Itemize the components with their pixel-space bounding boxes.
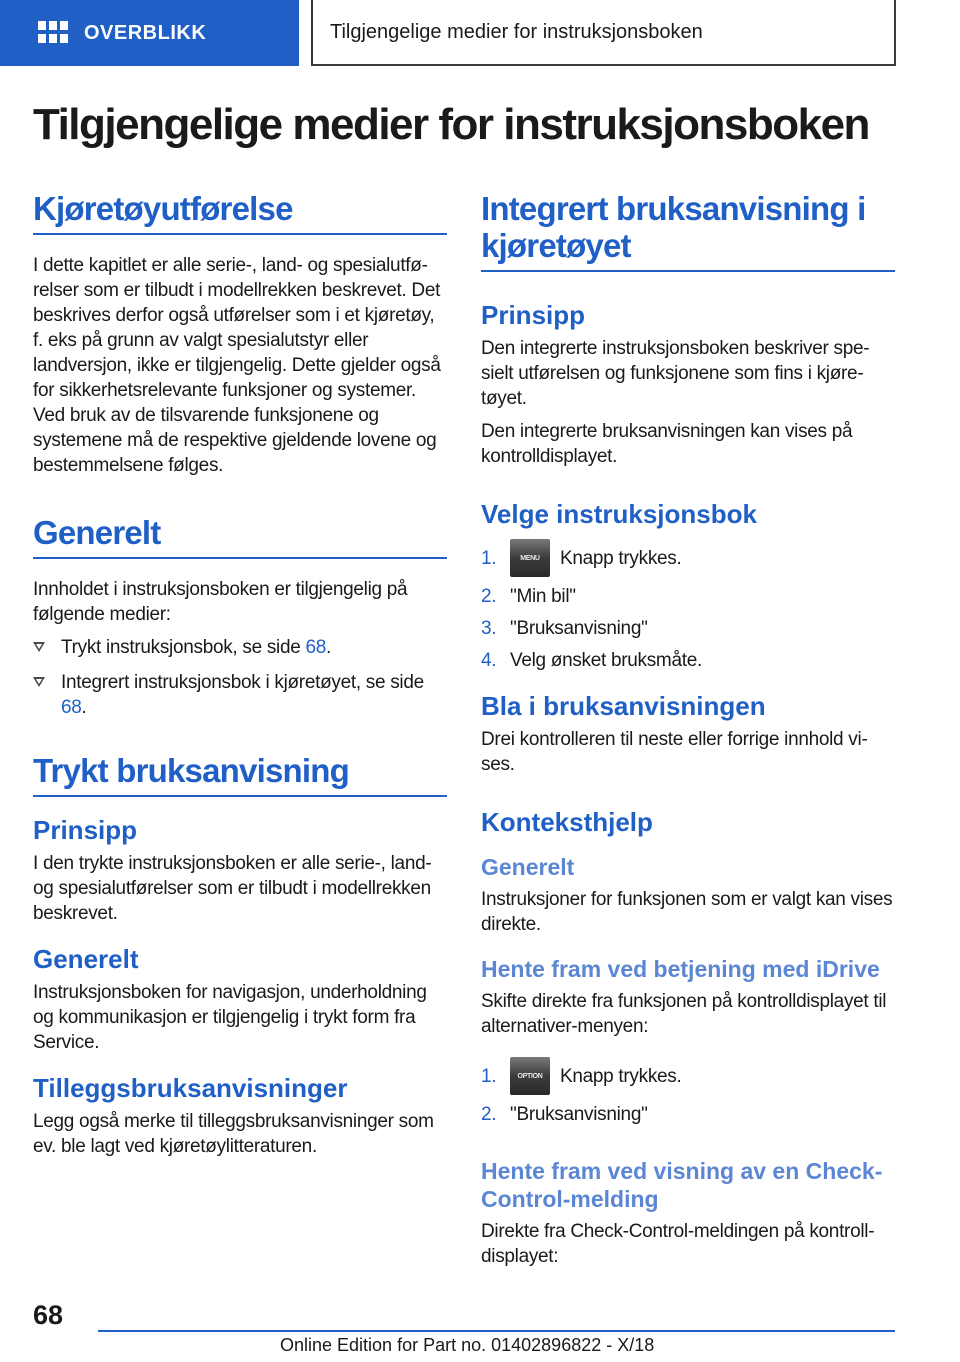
option-key-icon: OPTION bbox=[510, 1057, 550, 1095]
grid-icon bbox=[38, 21, 68, 45]
overview-button[interactable] bbox=[0, 0, 299, 66]
subheading-principle: Prinsipp bbox=[481, 300, 586, 330]
section-title-printed-manual: Trykt bruksanvisning bbox=[33, 752, 447, 797]
section-title-integrated-manual: Integrert bruksanvisning i kjøretøyet bbox=[481, 190, 895, 272]
section-title-general: Generelt bbox=[33, 514, 447, 559]
breadcrumb: Tilgjengelige medier for instruksjonsboken bbox=[311, 0, 896, 66]
idrive-text: Skifte direkte fra funksjonen på kontrolldisplayet til alternativer-menyen: bbox=[481, 991, 887, 1037]
idrive-steps bbox=[481, 1057, 895, 1127]
subheading-browse-manual: Bla i bruksanvisningen bbox=[481, 691, 766, 721]
integrated-principle-text: Den integrerte instruksjonsboken beskriver spesielt utførelsen og funksjonene som fins i kjøretøyet. bbox=[481, 338, 870, 409]
left-column bbox=[33, 190, 447, 1167]
subheading-idrive: Hente fram ved betjening med iDrive bbox=[481, 956, 880, 982]
step-item: 1. MENU Knapp trykkes. bbox=[481, 539, 895, 577]
subheading-context-help: Konteksthjelp bbox=[481, 807, 653, 837]
page-link[interactable]: 68 bbox=[305, 637, 327, 658]
overview-label: OVERBLIKK bbox=[84, 21, 207, 44]
media-list bbox=[33, 635, 447, 720]
list-item: Integrert instruksjonsbok i kjøretøyet, se side 68. bbox=[33, 670, 447, 720]
section-title-vehicle-version: Kjøretøyutførelse bbox=[33, 190, 447, 235]
vehicle-version-text: I dette kapitlet er alle serie-, land- og spesialutførelser som er tilbudt i modellrekken beskrevet. Det beskrives derfor også utførelser som i et kjøretøy, f. eks på grunn av valgt spesialutstyr eller landversjon, ikke er tilgjengelig. Dette gjelder også for sikkerhetsrelevante funksjoner og systemer. Ved bruk av de tilsvarende funksjonene og systemene må de respektive gjeldende lovene og bestemmelsene følges. bbox=[33, 255, 441, 476]
list-item: Trykt instruksjonsbok, se side 68. bbox=[33, 635, 447, 660]
triangle-bullet-icon bbox=[33, 677, 45, 687]
footer-edition: Online Edition for Part no. 01402896822 - X/18 bbox=[280, 1335, 655, 1355]
step-item: 3. "Bruksanvisning" bbox=[481, 618, 648, 639]
top-bar bbox=[0, 0, 960, 66]
step-item: 1. OPTION Knapp trykkes. bbox=[481, 1057, 895, 1095]
page-link[interactable]: 68 bbox=[61, 697, 82, 718]
right-column bbox=[481, 190, 895, 1277]
subheading-check-control: Hente fram ved visning av en Check-Control-melding bbox=[481, 1158, 883, 1212]
printed-general-text: Instruksjonsboken for navigasjon, underholdning og kommunikasjon er tilgjengelig i trykt form fra Service. bbox=[33, 982, 427, 1053]
menu-key-icon: MENU bbox=[510, 539, 550, 577]
step-item: 2. "Bruksanvisning" bbox=[481, 1104, 648, 1125]
check-control-text: Direkte fra Check-Control-meldingen på kontrolldisplayet: bbox=[481, 1221, 875, 1267]
integrated-display-text: Den integrerte bruksanvisningen kan vises på kontrolldisplayet. bbox=[481, 421, 853, 467]
general-text: Innholdet i instruksjonsboken er tilgjengelig på følgende medier: bbox=[33, 579, 408, 625]
step-item: 2. "Min bil" bbox=[481, 586, 576, 607]
context-general-text: Instruksjoner for funksjonen som er valgt kan vises direkte. bbox=[481, 889, 893, 935]
browse-text: Drei kontrolleren til neste eller forrige innhold vises. bbox=[481, 729, 868, 775]
supplementary-text: Legg også merke til tilleggsbruksanvisninger som ev. ble lagt ved kjøretøylitteraturen. bbox=[33, 1111, 434, 1157]
page-number: 68 bbox=[33, 1300, 64, 1330]
footer-rule bbox=[98, 1330, 895, 1332]
triangle-bullet-icon bbox=[33, 642, 45, 652]
step-item: 4. Velg ønsket bruksmåte. bbox=[481, 650, 702, 671]
page-title: Tilgjengelige medier for instruksjonsboken bbox=[33, 100, 869, 149]
subheading-select-manual: Velge instruksjonsbok bbox=[481, 499, 757, 529]
subheading-supplementary-manuals: Tilleggsbruksanvisninger bbox=[33, 1073, 348, 1103]
select-manual-steps bbox=[481, 539, 895, 673]
subheading-context-general: Generelt bbox=[481, 854, 575, 880]
subheading-general: Generelt bbox=[33, 944, 139, 974]
subheading-principle: Prinsipp bbox=[33, 815, 138, 845]
principle-text: I den trykte instruksjonsboken er alle serie-, land- og spesialutførelser som er tilbudt i modellrekken beskrevet. bbox=[33, 853, 432, 924]
